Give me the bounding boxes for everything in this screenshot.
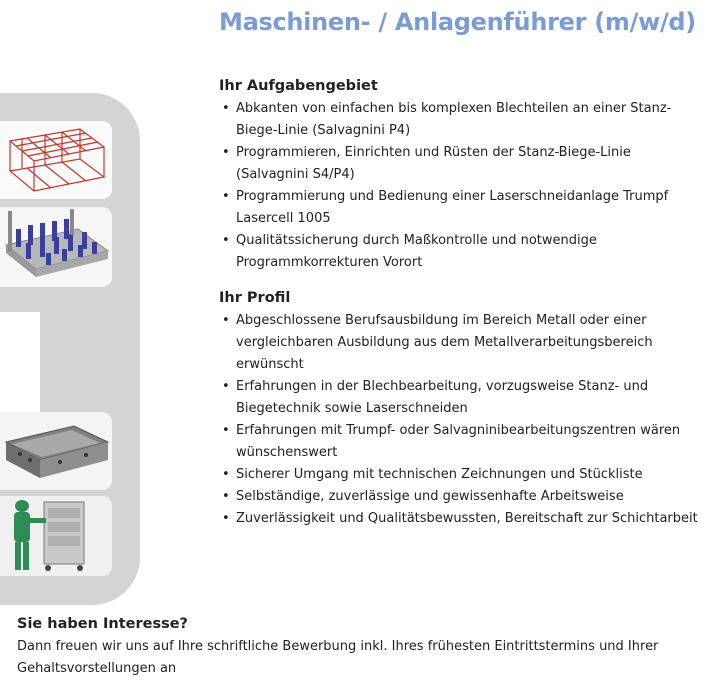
interest-heading: Sie haben Interesse? — [17, 616, 188, 632]
instrument-rack-image — [0, 207, 112, 287]
frame-gap — [0, 312, 40, 412]
list-item: • Abgeschlossene Berufsausbildung im Bereich Metall oder einer vergleichbaren Ausbildung aus dem Metallverarbeitungsbereich erwünscht — [236, 310, 699, 376]
tasks-heading: Ihr Aufgabengebiet — [219, 78, 378, 94]
cleanroom-cart-image — [0, 496, 112, 576]
interest-text: Dann freuen wir uns auf Ihre schriftliche Bewerbung inkl. Ihres frühesten Eintrittstermins und Ihrer Gehaltsvorstellungen an — [17, 639, 659, 676]
profile-list — [219, 310, 699, 530]
list-item: • Qualitätssicherung durch Maßkontrolle und notwendige Programmkorrekturen Vorort — [236, 230, 699, 274]
list-item: • Erfahrungen mit Trumpf- oder Salvagninibearbeitungszentren wären wünschenswert — [236, 420, 699, 464]
list-item: • Selbständige, zuverlässige und gewissenhafte Arbeitsweise — [236, 486, 699, 508]
list-item: • Erfahrungen in der Blechbearbeitung, vorzugsweise Stanz- und Biegetechnik sowie Laserschneiden — [236, 376, 699, 420]
job-title: Maschinen- / Anlagenführer (m/w/d) — [219, 8, 696, 36]
wire-basket-image — [0, 121, 112, 199]
interest-section — [17, 614, 697, 680]
tasks-section — [219, 76, 699, 274]
profile-heading: Ihr Profil — [219, 290, 291, 306]
list-item: • Zuverlässigkeit und Qualitätsbewussten, Bereitschaft zur Schichtarbeit — [236, 508, 699, 530]
list-item: • Sicherer Umgang mit technischen Zeichnungen und Stückliste — [236, 464, 699, 486]
profile-section — [219, 288, 699, 530]
list-item: • Programmierung und Bedienung einer Laserschneidanlage Trumpf Lasercell 1005 — [236, 186, 699, 230]
list-item: • Abkanten von einfachen bis komplexen Blechteilen an einer Stanz-Biege-Linie (Salvagnini P4) — [236, 98, 699, 142]
list-item: • Programmieren, Einrichten und Rüsten der Stanz-Biege-Linie (Salvagnini S4/P4) — [236, 142, 699, 186]
metal-tray-image — [0, 412, 112, 490]
tasks-list — [219, 98, 699, 274]
